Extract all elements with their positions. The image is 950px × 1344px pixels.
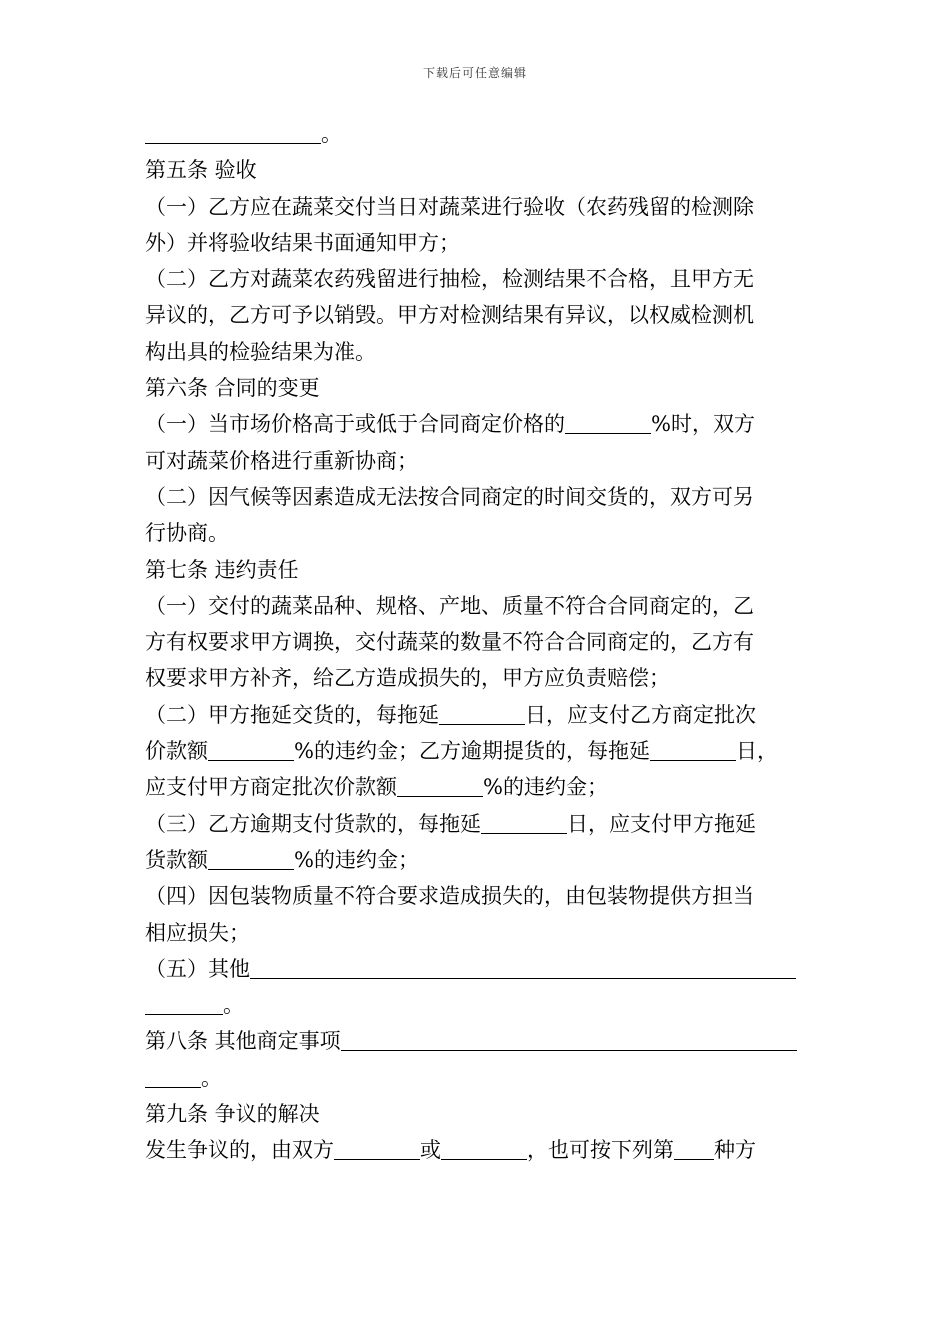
- fill-blank: [208, 740, 294, 761]
- text-line: [145, 406, 825, 442]
- text-line: （二）因气候等因素造成无法按合同商定的时间交货的，双方可另: [145, 484, 754, 509]
- article-8-title: [145, 1023, 825, 1059]
- article-6-title: 第六条 合同的变更: [145, 376, 320, 401]
- text-line: 外）并将验收结果书面通知甲方；: [145, 230, 460, 255]
- text-line: 异议的，乙方可予以销毁。甲方对检测结果有异议，以权威检测机: [145, 303, 754, 328]
- text-line: [145, 1132, 825, 1168]
- text-line: [145, 116, 825, 152]
- text-segment: 。: [321, 122, 342, 146]
- text-line: [145, 1060, 825, 1096]
- text-segment: 应支付甲方商定批次价款额: [145, 775, 397, 800]
- text-line: 相应损失；: [145, 920, 250, 945]
- text-line: [145, 951, 825, 987]
- fill-blank: [145, 994, 223, 1015]
- text-segment: 货款额: [145, 847, 208, 872]
- text-segment: 种方: [714, 1138, 756, 1163]
- fill-blank: [334, 1139, 420, 1160]
- text-segment: 。: [201, 1065, 222, 1090]
- text-segment: ，也可按下列第: [527, 1138, 674, 1163]
- text-line: （二）乙方对蔬菜农药残留进行抽检，检测结果不合格，且甲方无: [145, 267, 754, 292]
- text-line: [145, 769, 825, 805]
- fill-blank: [145, 1067, 201, 1088]
- fill-blank: [250, 958, 796, 979]
- document-body: [145, 116, 825, 1169]
- text-segment: 。: [223, 993, 244, 1018]
- fill-blank: [674, 1139, 714, 1160]
- text-line: [145, 733, 825, 769]
- page-header-note: 下载后可任意编辑: [422, 66, 527, 80]
- text-line: （一）乙方应在蔬菜交付当日对蔬菜进行验收（农药残留的检测除: [145, 194, 754, 219]
- text-line: [145, 987, 825, 1023]
- text-segment: 日，应支付乙方商定批次: [525, 702, 756, 727]
- text-segment: 价款额: [145, 739, 208, 764]
- text-line: 行协商。: [145, 521, 229, 546]
- fill-blank: [565, 413, 651, 434]
- text-segment: 日，: [735, 739, 778, 764]
- fill-blank: [441, 1139, 527, 1160]
- fill-blank: [341, 1030, 797, 1051]
- text-line: （四）因包装物质量不符合要求造成损失的，由包装物提供方担当: [145, 884, 754, 909]
- text-line: [145, 806, 825, 842]
- fill-blank: [650, 740, 736, 761]
- text-line: 权要求甲方补齐，给乙方造成损失的，甲方应负责赔偿；: [145, 666, 670, 691]
- article-5-title: 第五条 验收: [145, 158, 257, 183]
- text-segment: （二）甲方拖延交货的，每拖延: [145, 702, 439, 727]
- text-segment: （五）其他: [145, 956, 250, 981]
- text-line: [145, 842, 825, 878]
- text-segment: 或: [420, 1138, 441, 1163]
- text-segment: （三）乙方逾期支付货款的，每拖延: [145, 811, 481, 836]
- text-segment: 第八条 其他商定事项: [145, 1029, 341, 1054]
- article-9-title: 第九条 争议的解决: [145, 1102, 320, 1127]
- text-line: [145, 697, 825, 733]
- text-segment: 日，应支付甲方拖延: [567, 811, 756, 836]
- text-segment: %的违约金；: [483, 775, 608, 800]
- fill-blank: [145, 123, 321, 144]
- fill-blank: [481, 813, 567, 834]
- text-segment: 发生争议的，由双方: [145, 1138, 334, 1163]
- fill-blank: [397, 776, 483, 797]
- text-segment: %的违约金；乙方逾期提货的，每拖延: [294, 739, 650, 764]
- text-segment: %时，双方: [651, 412, 755, 437]
- text-line: 可对蔬菜价格进行重新协商；: [145, 448, 418, 473]
- fill-blank: [439, 704, 525, 725]
- fill-blank: [208, 849, 294, 870]
- text-segment: （一）当市场价格高于或低于合同商定价格的: [145, 412, 565, 437]
- text-line: 方有权要求甲方调换，交付蔬菜的数量不符合合同商定的，乙方有: [145, 630, 754, 655]
- text-segment: %的违约金；: [294, 847, 419, 872]
- text-line: （一）交付的蔬菜品种、规格、产地、质量不符合合同商定的，乙: [145, 593, 754, 618]
- article-7-title: 第七条 违约责任: [145, 557, 299, 582]
- text-line: 构出具的检验结果为准。: [145, 339, 376, 364]
